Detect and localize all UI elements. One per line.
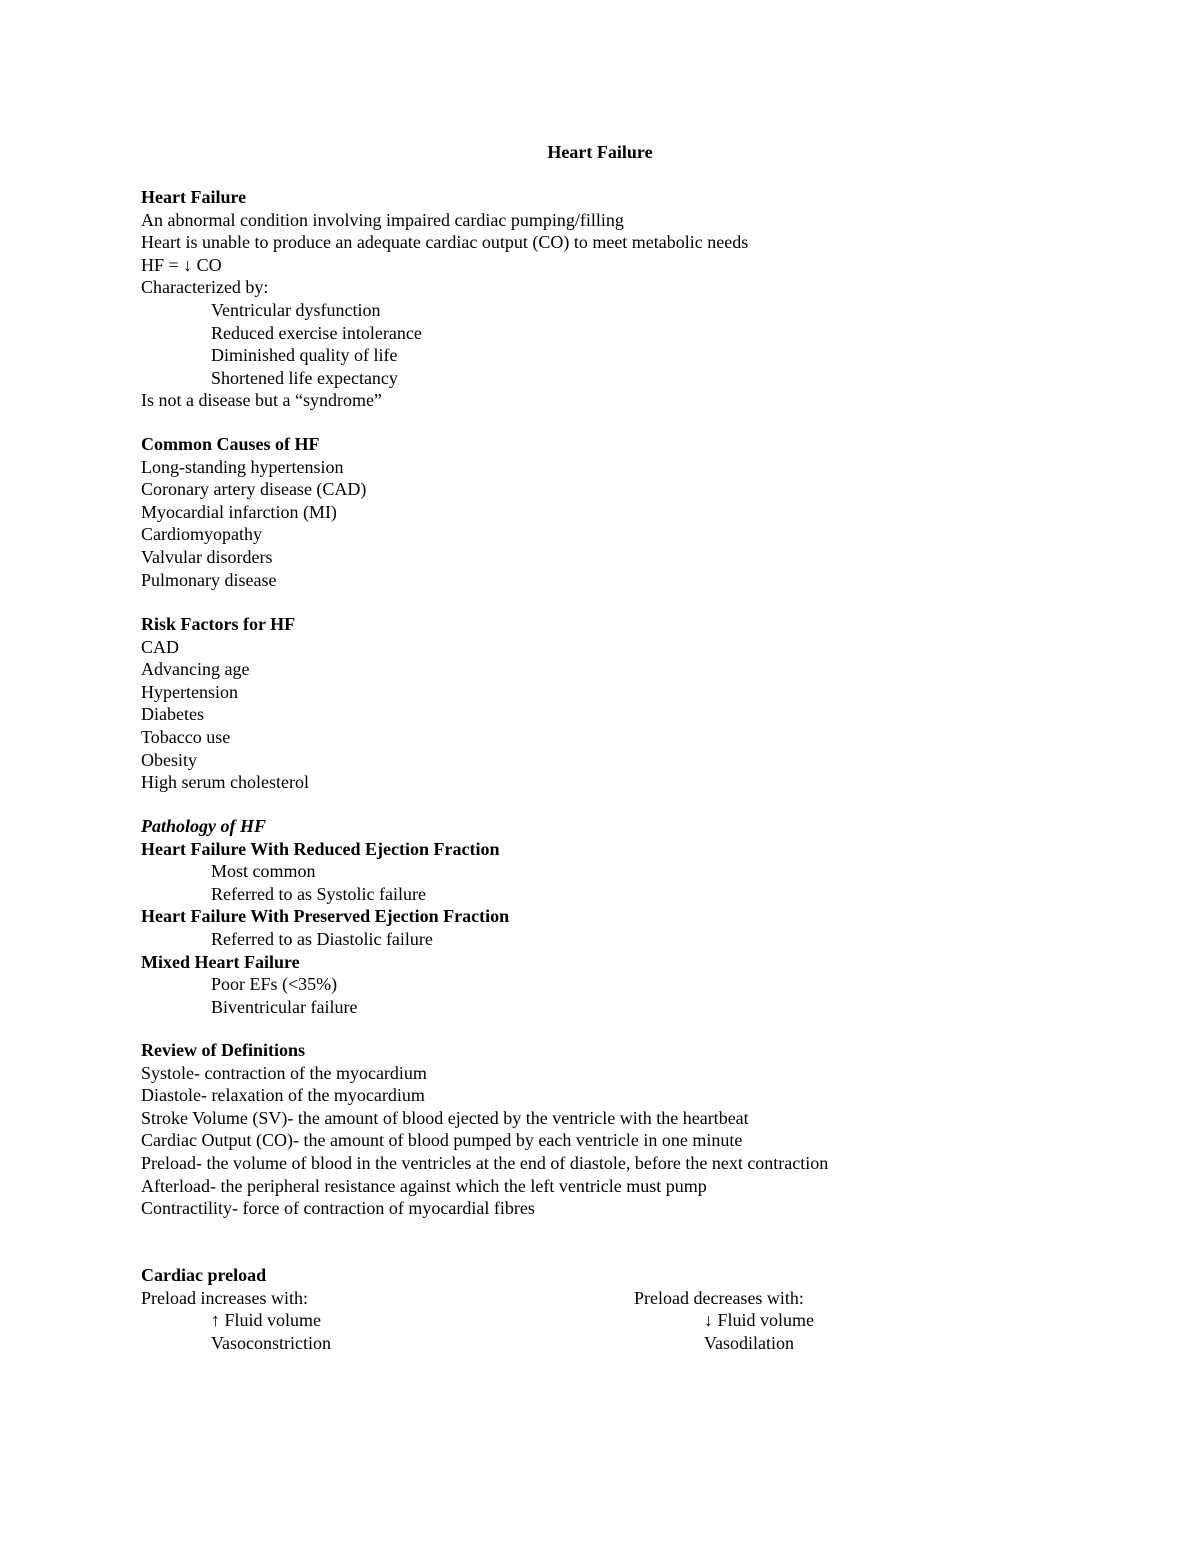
list-item: Shortened life expectancy [211, 367, 398, 388]
section-heading: Pathology of HF [141, 816, 266, 836]
list-item: Cardiomyopathy [141, 524, 262, 545]
definition-item: Stroke Volume (SV)- the amount of blood ejected by the ventricle with the heartbeat [141, 1107, 749, 1128]
document-title: Heart Failure [547, 142, 653, 162]
subsection-heading: Mixed Heart Failure [141, 951, 300, 972]
list-item: High serum cholesterol [141, 772, 309, 793]
list-item: Poor EFs (<35%) [211, 974, 338, 995]
subsection-heading: Heart Failure With Reduced Ejection Fraction [141, 838, 500, 859]
text-line: An abnormal condition involving impaired cardiac pumping/filling [141, 209, 624, 230]
list-item: Coronary artery disease (CAD) [141, 479, 367, 500]
definition-item: Preload- the volume of blood in the ventricles at the end of diastole, before the next contraction [141, 1152, 829, 1173]
list-item: Referred to as Diastolic failure [211, 928, 433, 949]
preload-increases-label: Preload increases with: [141, 1287, 308, 1308]
text-line: Heart is unable to produce an adequate cardiac output (CO) to meet metabolic needs [141, 232, 749, 253]
list-item: ↑ Fluid volume [211, 1310, 322, 1331]
section-risk-factors [141, 613, 1101, 794]
list-item: Advancing age [141, 659, 250, 680]
list-item: CAD [141, 636, 180, 657]
list-item: Obesity [141, 749, 197, 770]
list-item: Tobacco use [141, 726, 231, 747]
section-definitions [141, 1039, 1101, 1220]
definition-item: Systole- contraction of the myocardium [141, 1062, 427, 1083]
section-heading: Common Causes of HF [141, 434, 320, 454]
section-heart-failure [141, 186, 1101, 412]
section-common-causes [141, 433, 1101, 591]
section-heading: Heart Failure [141, 187, 247, 207]
list-item: Hypertension [141, 681, 238, 702]
preload-decreases-column [634, 1287, 1034, 1355]
list-item: Reduced exercise intolerance [211, 322, 422, 343]
preload-decreases-label: Preload decreases with: [634, 1287, 804, 1308]
list-item: ↓ Fluid volume [704, 1310, 815, 1331]
definition-item: Afterload- the peripheral resistance against which the left ventricle must pump [141, 1175, 707, 1196]
list-item: Diabetes [141, 704, 204, 725]
text-line: Is not a disease but a “syndrome” [141, 390, 382, 411]
section-pathology [141, 815, 1101, 1018]
section-heading: Risk Factors for HF [141, 614, 296, 634]
text-line: Characterized by: [141, 277, 269, 298]
section-heading: Cardiac preload [141, 1265, 267, 1285]
list-item: Valvular disorders [141, 546, 273, 567]
list-item: Myocardial infarction (MI) [141, 501, 337, 522]
list-item: Vasoconstriction [211, 1332, 331, 1353]
text-line: HF = ↓ CO [141, 254, 222, 275]
list-item: Referred to as Systolic failure [211, 883, 426, 904]
list-item: Vasodilation [704, 1332, 794, 1353]
list-item: Long-standing hypertension [141, 456, 344, 477]
subsection-heading: Heart Failure With Preserved Ejection Fraction [141, 906, 510, 927]
list-item: Diminished quality of life [211, 345, 398, 366]
definition-item: Cardiac Output (CO)- the amount of blood pumped by each ventricle in one minute [141, 1130, 743, 1151]
list-item: Most common [211, 861, 316, 882]
list-item: Pulmonary disease [141, 569, 277, 590]
definition-item: Contractility- force of contraction of myocardial fibres [141, 1198, 535, 1219]
list-item: Biventricular failure [211, 996, 358, 1017]
section-heading: Review of Definitions [141, 1040, 305, 1060]
list-item: Ventricular dysfunction [211, 299, 381, 320]
definition-item: Diastole- relaxation of the myocardium [141, 1085, 425, 1106]
